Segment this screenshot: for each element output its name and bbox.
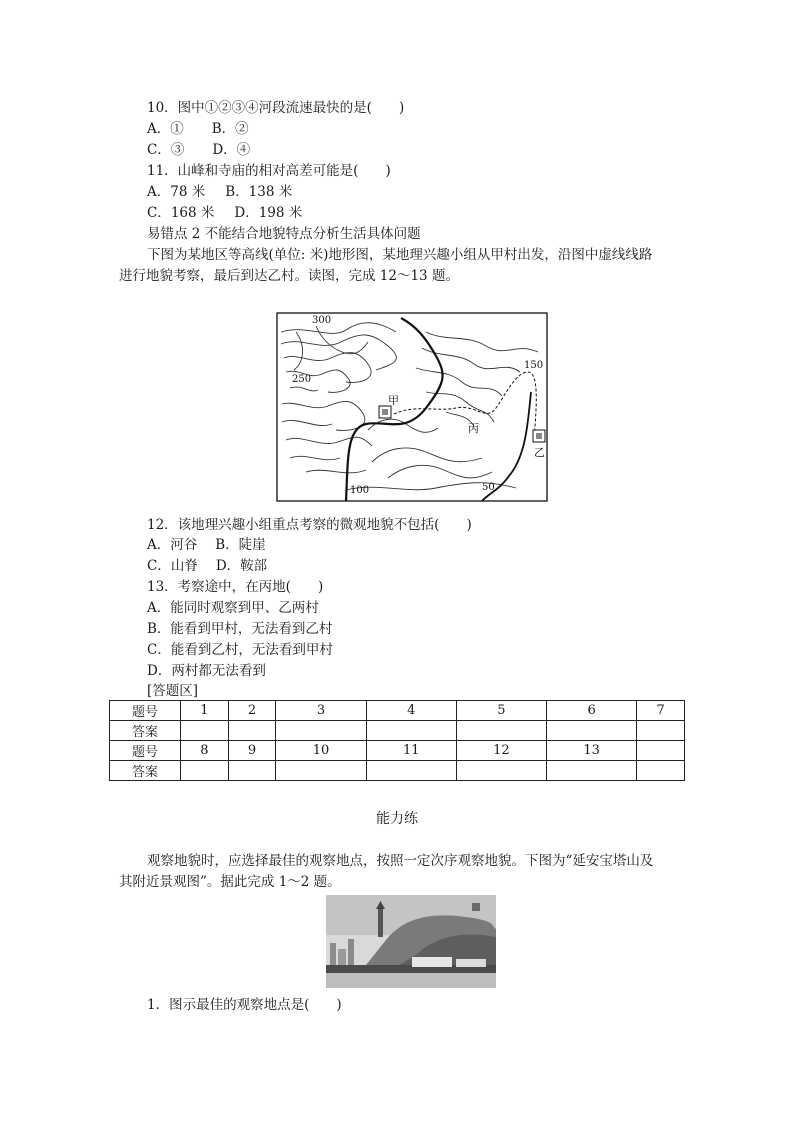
- point-bing-label: 丙: [468, 422, 479, 435]
- num-cell: 4: [366, 701, 456, 721]
- answer-cell[interactable]: [456, 721, 546, 741]
- q10-options-row2: [147, 141, 250, 159]
- q13-option-a[interactable]: A．能同时观察到甲、乙两村: [147, 600, 319, 616]
- table-row: [110, 701, 685, 721]
- error-point-heading: 易错点 2 不能结合地貌特点分析生活具体问题: [147, 226, 421, 242]
- num-cell: 9: [228, 741, 276, 761]
- contour-label-100: 100: [350, 485, 370, 496]
- row-label-ans: 答案: [110, 721, 181, 741]
- answer-cell[interactable]: [181, 721, 229, 741]
- row-label-num: 题号: [110, 701, 181, 721]
- answer-cell[interactable]: [366, 721, 456, 741]
- contour-label-300: 300: [312, 315, 332, 326]
- num-cell: 5: [456, 701, 546, 721]
- q11-options-row1: [147, 183, 292, 201]
- landscape-photo: [326, 895, 496, 988]
- q11-option-d[interactable]: D．198 米: [234, 205, 303, 221]
- q10-options-row1: [147, 120, 249, 138]
- answer-cell[interactable]: [456, 761, 546, 781]
- num-cell: 8: [181, 741, 229, 761]
- q10-option-b[interactable]: B．②: [211, 121, 249, 137]
- q11-option-b[interactable]: B．138 米: [225, 184, 293, 200]
- row-label-num: 题号: [110, 741, 181, 761]
- answer-cell[interactable]: [637, 761, 685, 781]
- q13-option-c[interactable]: C．能看到乙村，无法看到甲村: [147, 642, 333, 658]
- answer-cell[interactable]: [228, 761, 276, 781]
- answer-cell[interactable]: [228, 721, 276, 741]
- q11-stem: 11．山峰和寺庙的相对高差可能是( ): [147, 163, 391, 179]
- q13-option-b[interactable]: B．能看到甲村，无法看到乙村: [147, 621, 333, 637]
- num-cell: 12: [456, 741, 546, 761]
- q12-options-row1: [147, 536, 266, 554]
- q13-stem: 13．考察途中，在丙地( ): [147, 579, 324, 595]
- intro1-line1: 下图为某地区等高线(单位: 米)地形图，某地理兴趣小组从甲村出发，沿图中虚线线路: [147, 247, 653, 263]
- village-yi-label: 乙: [534, 446, 545, 459]
- q11-options-row2: [147, 204, 302, 222]
- num-cell: 13: [547, 741, 637, 761]
- q11-option-c[interactable]: C．168 米: [147, 205, 215, 221]
- village-jia-label: 甲: [388, 394, 399, 407]
- answer-cell[interactable]: [637, 721, 685, 741]
- q12-option-c[interactable]: C．山脊: [147, 558, 198, 574]
- answer-cell[interactable]: [276, 721, 366, 741]
- q13-option-d[interactable]: D．两村都无法看到: [147, 663, 266, 679]
- q10-stem: 10．图中①②③④河段流速最快的是( ): [147, 100, 405, 116]
- num-cell: [637, 741, 685, 761]
- q12-stem: 12．该地理兴趣小组重点考察的微观地貌不包括( ): [147, 517, 472, 533]
- answer-cell[interactable]: [547, 721, 637, 741]
- num-cell: 1: [181, 701, 229, 721]
- table-row: [110, 761, 685, 781]
- answer-cell[interactable]: [276, 761, 366, 781]
- section-title: 能力练: [376, 811, 418, 827]
- q10-option-d[interactable]: D．④: [212, 142, 251, 158]
- q12-options-row2: [147, 557, 267, 575]
- num-cell: 11: [366, 741, 456, 761]
- contour-map: [276, 312, 548, 502]
- contour-label-150: 150: [524, 360, 544, 371]
- num-cell: 7: [637, 701, 685, 721]
- answer-cell[interactable]: [366, 761, 456, 781]
- answer-table: [109, 700, 685, 781]
- q12-option-a[interactable]: A．河谷: [147, 537, 198, 553]
- num-cell: 2: [228, 701, 276, 721]
- q11-option-a[interactable]: A．78 米: [147, 184, 206, 200]
- num-cell: 10: [276, 741, 366, 761]
- table-row: [110, 741, 685, 761]
- answer-cell[interactable]: [181, 761, 229, 781]
- q10-option-a[interactable]: A．①: [147, 121, 184, 137]
- intro1-line2: 进行地貌考察，最后到达乙村。读图，完成 12～13 题。: [119, 268, 459, 284]
- q12-option-b[interactable]: B．陡崖: [215, 537, 266, 553]
- contour-label-250: 250: [292, 374, 312, 385]
- num-cell: 3: [276, 701, 366, 721]
- row-label-ans: 答案: [110, 761, 181, 781]
- num-cell: 6: [547, 701, 637, 721]
- q10-option-c[interactable]: C．③: [147, 142, 185, 158]
- answer-area-label: [答题区]: [147, 683, 199, 699]
- table-row: [110, 721, 685, 741]
- answer-cell[interactable]: [547, 761, 637, 781]
- q1-stem: 1．图示最佳的观察地点是( ): [147, 997, 342, 1013]
- contour-label-50: 50: [482, 482, 495, 493]
- intro2-line2: 其附近景观图”。据此完成 1～2 题。: [119, 874, 341, 890]
- intro2-line1: 观察地貌时，应选择最佳的观察地点，按照一定次序观察地貌。下图为“延安宝塔山及: [147, 853, 654, 869]
- q12-option-d[interactable]: D．鞍部: [215, 558, 268, 574]
